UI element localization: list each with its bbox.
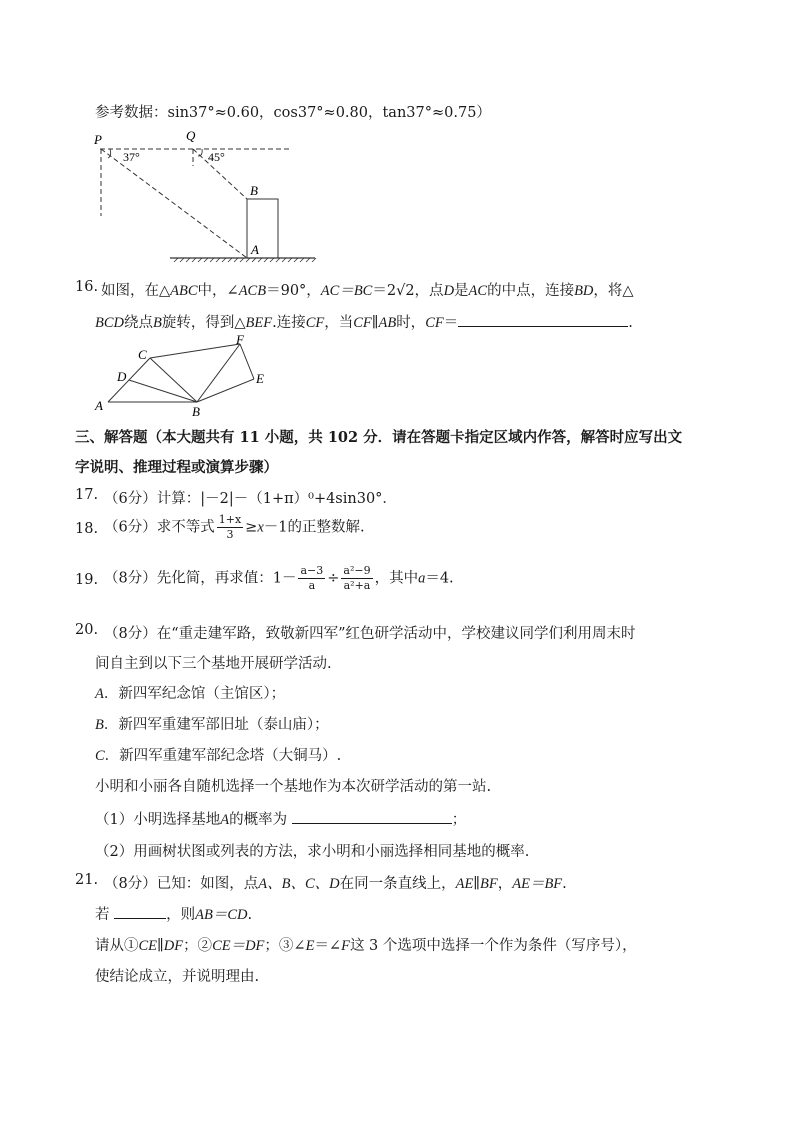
fig16-B-label: B: [192, 404, 200, 418]
q21-answer-blank[interactable]: [114, 906, 166, 919]
fig16-D-label: D: [117, 369, 127, 384]
q20-number: 20.: [75, 622, 99, 638]
point-B-label: B: [250, 183, 258, 198]
q20-part2: （2）用画树状图或列表的方法，求小明和小丽选择相同基地的概率.: [95, 844, 530, 860]
fig16-F-label: F: [236, 332, 244, 347]
reference-data: 参考数据：sin37°≈0.60，cos37°≈0.80，tan37°≈0.75）: [95, 105, 491, 121]
q18-fraction: $\frac{1+x}{3}$: [218, 513, 242, 541]
q21-number: 21.: [75, 872, 99, 888]
figure-q16: [90, 332, 280, 418]
q21-line2: 若 ，则AB＝CD.: [95, 907, 253, 923]
point-P-label: P: [94, 132, 102, 147]
q17-text: （6分）计算：|－2|－（1+π）⁰+4sin30°．: [104, 491, 397, 507]
q19-fraction-1: $\frac{a-3}{a}$: [300, 564, 324, 592]
q20-line3: 小明和小丽各自随机选择一个基地作为本次研学活动的第一站.: [95, 779, 492, 795]
q16-number: 16.: [75, 279, 99, 295]
q20-line2: 间自主到以下三个基地开展研学活动.: [95, 656, 332, 672]
q20-option-c: C．新四军重建军部纪念塔（大铜马）.: [95, 748, 342, 764]
q20-option-b: B．新四军重建军部旧址（泰山庙）；: [95, 717, 329, 733]
section3-heading-line1: 三、解答题（本大题共有 11 小题，共 102 分．请在答题卡指定区域内作答，解答时应写出文: [75, 429, 683, 446]
figure-q15: [90, 128, 320, 268]
angle-37-label: 37°: [123, 150, 140, 164]
q19-number: 19.: [75, 572, 99, 588]
fig16-C-label: C: [138, 347, 147, 362]
fig16-A-label: A: [95, 398, 103, 413]
q16-line1: 如图，在△ABC中，∠ACB＝90°，AC＝BC＝2√2，点D是AC的中点，连接BD，将△: [101, 283, 634, 299]
point-Q-label: Q: [186, 128, 196, 143]
q18-text: （6分）求不等式 $\frac{1+x}{3}$ ≥x－1的正整数解.: [104, 513, 365, 541]
q19-text: （8分）先化简，再求值：1－ $\frac{a-3}{a}$ ÷ $\frac{\text{a²−9}}{\text{a²+a}}$ ，其中a＝4.: [104, 564, 454, 592]
q16-answer-blank[interactable]: [458, 314, 628, 327]
fig16-E-label: E: [256, 371, 264, 386]
angle-45-label: 45°: [208, 150, 225, 164]
q19-fraction-2: $\frac{\text{a²−9}}{\text{a²+a}}$: [343, 564, 371, 592]
point-A-label: A: [251, 242, 259, 257]
q21-line4: 使结论成立，并说明理由.: [95, 969, 260, 985]
q18-number: 18.: [75, 521, 99, 537]
section3-heading-line2: 字说明、推理过程或演算步骤）: [75, 459, 278, 476]
q16-line2: BCD绕点B旋转，得到△BEF.连接CF，当CF∥AB时，CF＝ .: [95, 315, 633, 331]
q21-line3: 请从①CE∥DF；②CE＝DF；③∠E＝∠F这 3 个选项中选择一个作为条件（写序号），: [95, 938, 637, 954]
q20-part1: （1）小明选择基地A的概率为 ；: [95, 812, 467, 828]
q17-number: 17.: [75, 487, 99, 503]
q20-answer-blank[interactable]: [292, 811, 452, 824]
q20-option-a: A．新四军纪念馆（主馆区）；: [95, 686, 286, 702]
q20-line1: （8分）在“重走建军路，致敬新四军”红色研学活动中，学校建议同学们利用周末时: [104, 626, 636, 642]
q21-line1: （8分）已知：如图，点A、B、C、D在同一条直线上，AE∥BF，AE＝BF.: [104, 876, 567, 892]
